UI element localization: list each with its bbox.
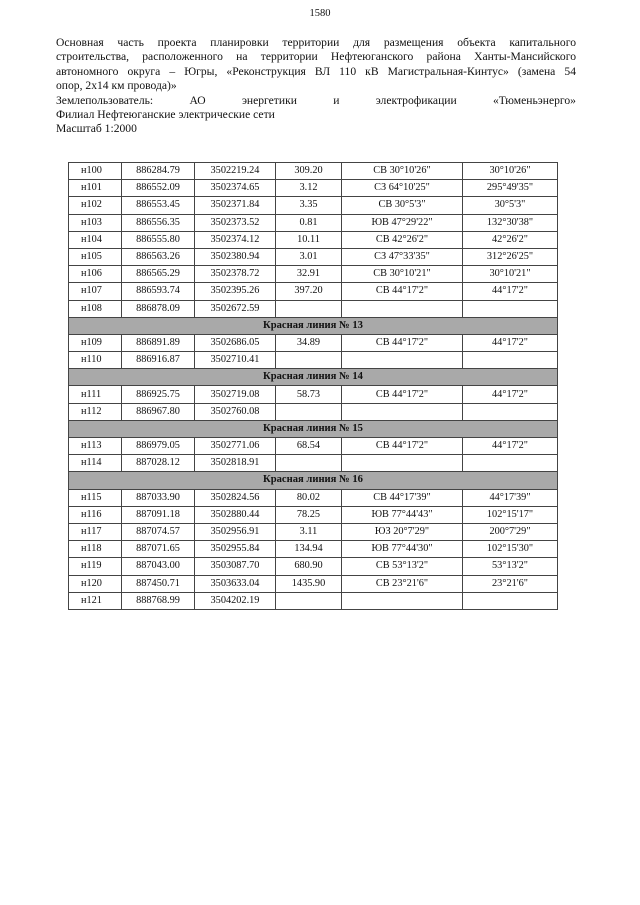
table-row [69,541,558,558]
direction-angle-cell: 30°10'21" [463,266,558,283]
bearing-cell: СВ 44°17'2" [342,334,463,351]
distance-cell: 3.12 [276,180,342,197]
header-line-1: Основная часть проекта планировки территории для размещения объекта капитального [56,36,576,49]
section-title: Красная линия № 16 [69,472,558,489]
point-id-cell: н101 [69,180,122,197]
table-row [69,386,558,403]
direction-angle-cell: 42°26'2" [463,231,558,248]
x-coordinate-cell: 886967.80 [122,403,195,420]
table-row [69,300,558,317]
direction-angle-cell [463,592,558,609]
bearing-cell: СВ 44°17'2" [342,438,463,455]
y-coordinate-cell: 3503633.04 [195,575,276,592]
header-line-4: опор, 2х14 км провода)» [56,79,177,93]
x-coordinate-cell: 886979.05 [122,438,195,455]
table-row [69,403,558,420]
bearing-cell: СВ 44°17'2" [342,283,463,300]
bearing-cell: СВ 42°26'2" [342,231,463,248]
x-coordinate-cell: 886552.09 [122,180,195,197]
y-coordinate-cell: 3502818.91 [195,455,276,472]
distance-cell [276,352,342,369]
direction-angle-cell: 295°49'35" [463,180,558,197]
land-user-word: АО [189,93,206,107]
point-id-cell: н104 [69,231,122,248]
section-title: Красная линия № 14 [69,369,558,386]
bearing-cell: СЗ 64°10'25" [342,180,463,197]
point-id-cell: н102 [69,197,122,214]
direction-angle-cell: 44°17'39" [463,489,558,506]
y-coordinate-cell: 3502380.94 [195,248,276,265]
point-id-cell: н114 [69,455,122,472]
x-coordinate-cell: 887028.12 [122,455,195,472]
x-coordinate-cell: 886555.80 [122,231,195,248]
document-header [56,36,576,137]
distance-cell: 32.91 [276,266,342,283]
direction-angle-cell: 30°5'3" [463,197,558,214]
y-coordinate-cell: 3502710.41 [195,352,276,369]
point-id-cell: н118 [69,541,122,558]
distance-cell: 680.90 [276,558,342,575]
section-title: Красная линия № 15 [69,420,558,437]
bearing-cell: СВ 30°10'26" [342,163,463,180]
y-coordinate-cell: 3502880.44 [195,506,276,523]
table-row [69,575,558,592]
scale-label: Масштаб 1:2000 [56,122,137,136]
section-title: Красная линия № 13 [69,317,558,334]
point-id-cell: н105 [69,248,122,265]
coordinates-table-body [69,163,558,610]
distance-cell: 309.20 [276,163,342,180]
y-coordinate-cell: 3503087.70 [195,558,276,575]
point-id-cell: н113 [69,438,122,455]
point-id-cell: н111 [69,386,122,403]
table-row [69,283,558,300]
point-id-cell: н109 [69,334,122,351]
header-line-3: автономного округа – Югры, «Реконструкция ВЛ 110 кВ Магистральная-Кинтус» (замена 54 [56,64,576,78]
point-id-cell: н119 [69,558,122,575]
land-user-word: и [333,93,340,107]
land-user-word: Землепользователь: [56,93,154,107]
x-coordinate-cell: 887450.71 [122,575,195,592]
bearing-cell: СЗ 47°33'35" [342,248,463,265]
distance-cell: 3.01 [276,248,342,265]
y-coordinate-cell: 3502374.65 [195,180,276,197]
direction-angle-cell [463,352,558,369]
x-coordinate-cell: 887074.57 [122,523,195,540]
x-coordinate-cell: 887071.65 [122,541,195,558]
direction-angle-cell: 23°21'6" [463,575,558,592]
distance-cell: 10.11 [276,231,342,248]
x-coordinate-cell: 886553.45 [122,197,195,214]
direction-angle-cell: 44°17'2" [463,283,558,300]
table-row [69,231,558,248]
table-row [69,455,558,472]
x-coordinate-cell: 886565.29 [122,266,195,283]
header-line-2: строительства, расположенного на территории Нефтеюганского района Ханты-Мансийского [56,50,576,64]
point-id-cell: н121 [69,592,122,609]
distance-cell [276,403,342,420]
section-header-row [69,420,558,437]
y-coordinate-cell: 3502686.05 [195,334,276,351]
table-row [69,592,558,609]
page-number: 1580 [309,8,331,19]
table-row [69,523,558,540]
y-coordinate-cell: 3502955.84 [195,541,276,558]
distance-cell: 78.25 [276,506,342,523]
table-row [69,438,558,455]
distance-cell [276,455,342,472]
y-coordinate-cell: 3502719.08 [195,386,276,403]
land-user-word: энергетики [241,93,297,107]
coordinates-table [68,162,558,610]
bearing-cell [342,352,463,369]
point-id-cell: н110 [69,352,122,369]
bearing-cell: СВ 30°5'3" [342,197,463,214]
table-row [69,180,558,197]
x-coordinate-cell: 887091.18 [122,506,195,523]
direction-angle-cell: 30°10'26" [463,163,558,180]
point-id-cell: н112 [69,403,122,420]
table-row [69,248,558,265]
bearing-cell: ЮЗ 20°7'29" [342,523,463,540]
distance-cell [276,592,342,609]
point-id-cell: н100 [69,163,122,180]
bearing-cell: ЮВ 77°44'43" [342,506,463,523]
distance-cell [276,300,342,317]
y-coordinate-cell: 3502374.12 [195,231,276,248]
table-row [69,266,558,283]
point-id-cell: н115 [69,489,122,506]
section-header-row [69,317,558,334]
x-coordinate-cell: 886878.09 [122,300,195,317]
x-coordinate-cell: 887043.00 [122,558,195,575]
table-row [69,163,558,180]
table-row [69,214,558,231]
direction-angle-cell: 200°7'29" [463,523,558,540]
direction-angle-cell [463,403,558,420]
direction-angle-cell: 312°26'25" [463,248,558,265]
x-coordinate-cell: 886556.35 [122,214,195,231]
distance-cell: 0.81 [276,214,342,231]
bearing-cell [342,455,463,472]
y-coordinate-cell: 3502378.72 [195,266,276,283]
point-id-cell: н120 [69,575,122,592]
bearing-cell [342,403,463,420]
x-coordinate-cell: 886925.75 [122,386,195,403]
table-row [69,558,558,575]
distance-cell: 134.94 [276,541,342,558]
direction-angle-cell: 132°30'38" [463,214,558,231]
direction-angle-cell: 53°13'2" [463,558,558,575]
bearing-cell [342,592,463,609]
table-row [69,506,558,523]
table-row [69,352,558,369]
section-header-row [69,369,558,386]
x-coordinate-cell: 887033.90 [122,489,195,506]
bearing-cell: СВ 23°21'6" [342,575,463,592]
point-id-cell: н116 [69,506,122,523]
y-coordinate-cell: 3504202.19 [195,592,276,609]
y-coordinate-cell: 3502824.56 [195,489,276,506]
point-id-cell: н108 [69,300,122,317]
x-coordinate-cell: 886916.87 [122,352,195,369]
point-id-cell: н103 [69,214,122,231]
land-user-line [56,94,576,108]
bearing-cell: СВ 44°17'39" [342,489,463,506]
distance-cell: 80.02 [276,489,342,506]
direction-angle-cell: 102°15'30" [463,541,558,558]
distance-cell: 3.11 [276,523,342,540]
direction-angle-cell: 44°17'2" [463,334,558,351]
bearing-cell: ЮВ 77°44'30" [342,541,463,558]
direction-angle-cell: 44°17'2" [463,438,558,455]
distance-cell: 397.20 [276,283,342,300]
bearing-cell: СВ 30°10'21" [342,266,463,283]
y-coordinate-cell: 3502371.84 [195,197,276,214]
point-id-cell: н106 [69,266,122,283]
x-coordinate-cell: 886284.79 [122,163,195,180]
table-row [69,334,558,351]
direction-angle-cell: 102°15'17" [463,506,558,523]
x-coordinate-cell: 886593.74 [122,283,195,300]
y-coordinate-cell: 3502771.06 [195,438,276,455]
x-coordinate-cell: 886891.89 [122,334,195,351]
table-row [69,197,558,214]
y-coordinate-cell: 3502672.59 [195,300,276,317]
direction-angle-cell [463,455,558,472]
x-coordinate-cell: 888768.99 [122,592,195,609]
bearing-cell: ЮВ 47°29'22" [342,214,463,231]
bearing-cell: СВ 44°17'2" [342,386,463,403]
land-user-word: «Тюменьэнерго» [493,93,576,107]
y-coordinate-cell: 3502395.26 [195,283,276,300]
bearing-cell [342,300,463,317]
distance-cell: 68.54 [276,438,342,455]
land-user-word: электрофикации [375,93,457,107]
distance-cell: 1435.90 [276,575,342,592]
branch-name: Филиал Нефтеюганские электрические сети [56,108,275,122]
x-coordinate-cell: 886563.26 [122,248,195,265]
point-id-cell: н117 [69,523,122,540]
table-row [69,489,558,506]
y-coordinate-cell: 3502956.91 [195,523,276,540]
point-id-cell: н107 [69,283,122,300]
distance-cell: 3.35 [276,197,342,214]
section-header-row [69,472,558,489]
y-coordinate-cell: 3502760.08 [195,403,276,420]
distance-cell: 58.73 [276,386,342,403]
distance-cell: 34.89 [276,334,342,351]
y-coordinate-cell: 3502219.24 [195,163,276,180]
direction-angle-cell: 44°17'2" [463,386,558,403]
direction-angle-cell [463,300,558,317]
y-coordinate-cell: 3502373.52 [195,214,276,231]
bearing-cell: СВ 53°13'2" [342,558,463,575]
